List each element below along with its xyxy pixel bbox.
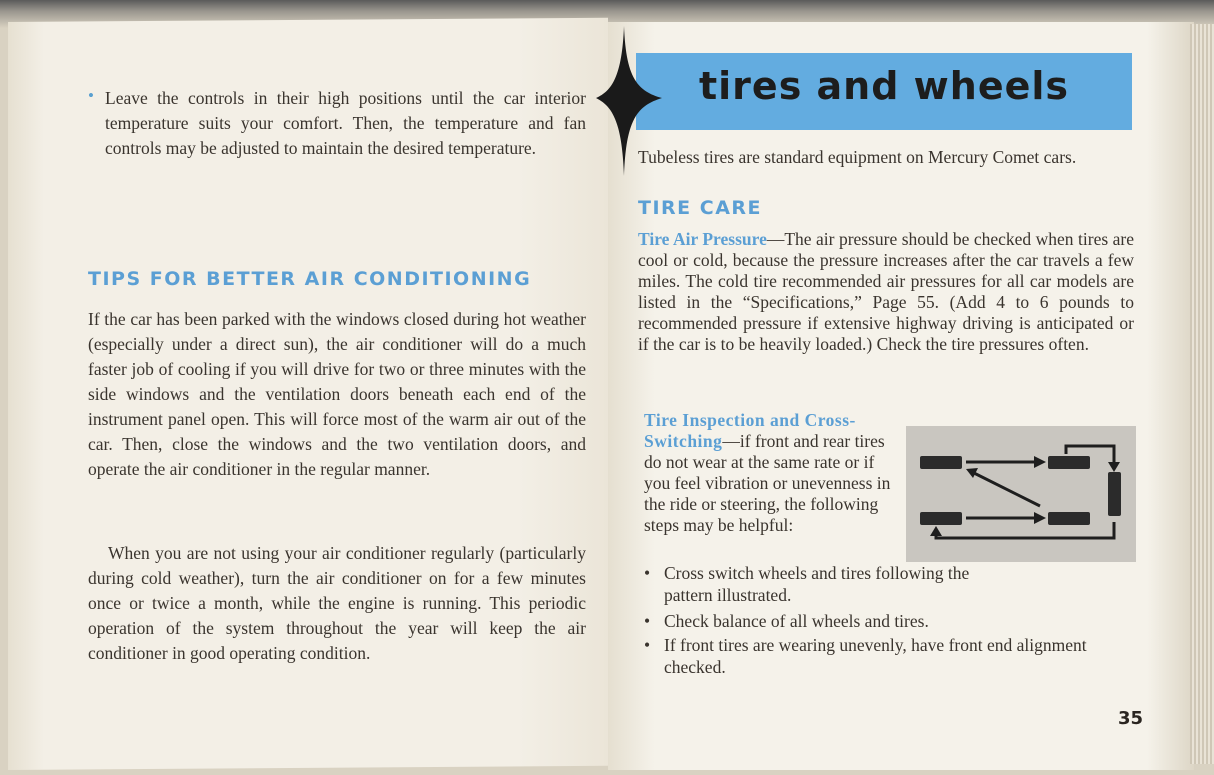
inspection-paragraph — [644, 410, 894, 536]
air-pressure-label: Tire Air Pressure — [638, 229, 767, 249]
tire-right-rear — [1048, 512, 1090, 525]
bullet-dot-icon: • — [644, 563, 651, 583]
bullet-check-balance — [644, 610, 1044, 632]
tips-paragraph-2: When you are not using your air conditioner regularly (particularly during cold weather), turn the air conditioner on for a few minutes once or twice a month, while the engine is running. This periodic operation of the system throughout the year will keep the air conditioner in good operating condition. — [88, 543, 586, 663]
tips-heading: TIPS FOR BETTER AIR CONDITIONING — [88, 268, 532, 290]
bullet-text: Cross switch wheels and tires following the pattern illustrated. — [664, 563, 970, 605]
tire-care-heading: TIRE CARE — [638, 197, 763, 219]
inspection-label: Tire Inspection and Cross-Switching — [644, 410, 856, 451]
intro-bullet — [88, 86, 586, 161]
bullet-text: If front tires are wearing unevenly, have front end alignment checked. — [664, 635, 1087, 677]
banner-title: tires and wheels — [698, 64, 1070, 108]
bullet-text: Check balance of all wheels and tires. — [664, 611, 929, 631]
air-pressure-text: —The air pressure should be checked when tires are cool or cold, because the pressure increases after the car travels a few miles. The cold tire recommended air pressures for all car models are listed in the “Specifications,” Page 55. (Add 4 to 6 pounds to recommended pressure if extensive highway driving is anticipated or if the car is to be heavily loaded.) Check the tire pressures often. — [638, 229, 1134, 354]
tire-left-rear — [920, 512, 962, 525]
inspection-text: —if front and rear tires do not wear at the same rate or if you feel vibration or unevenness in the ride or steering, the following steps may be helpful: — [644, 431, 891, 535]
bullet-dot-icon: • — [644, 635, 651, 655]
intro-bullet-text: Leave the controls in their high positions until the car interior temperature suits your comfort. Then, the temperature and fan controls may be adjusted to maintain the desired temperature. — [105, 88, 586, 158]
bullet-dot-icon: • — [88, 86, 94, 105]
bullet-dot-icon: • — [644, 611, 651, 631]
tire-rotation-diagram — [906, 426, 1136, 562]
tire-left-front — [920, 456, 962, 469]
tubeless-text: Tubeless tires are standard equipment on Mercury Comet cars. — [638, 147, 1077, 167]
page-edges — [1190, 24, 1214, 764]
air-pressure-paragraph — [638, 229, 1134, 355]
bullet-front-alignment — [644, 634, 1144, 678]
bullet-cross-switch — [644, 562, 1004, 606]
tips-paragraph-1: If the car has been parked with the windows closed during hot weather (especially under a direct sun), the air conditioner will do a much faster job of cooling if you will drive for two or three minutes with the side windows and the ventilation doors beneath each end of the instrument panel open. This will force most of the warm air out of the car. Then, close the windows and the two ventilation doors, and operate the air conditioner in the regular manner. — [88, 309, 586, 479]
tire-right-front — [1048, 456, 1090, 469]
page-number: 35 — [1118, 708, 1144, 729]
tire-spare — [1108, 472, 1121, 516]
